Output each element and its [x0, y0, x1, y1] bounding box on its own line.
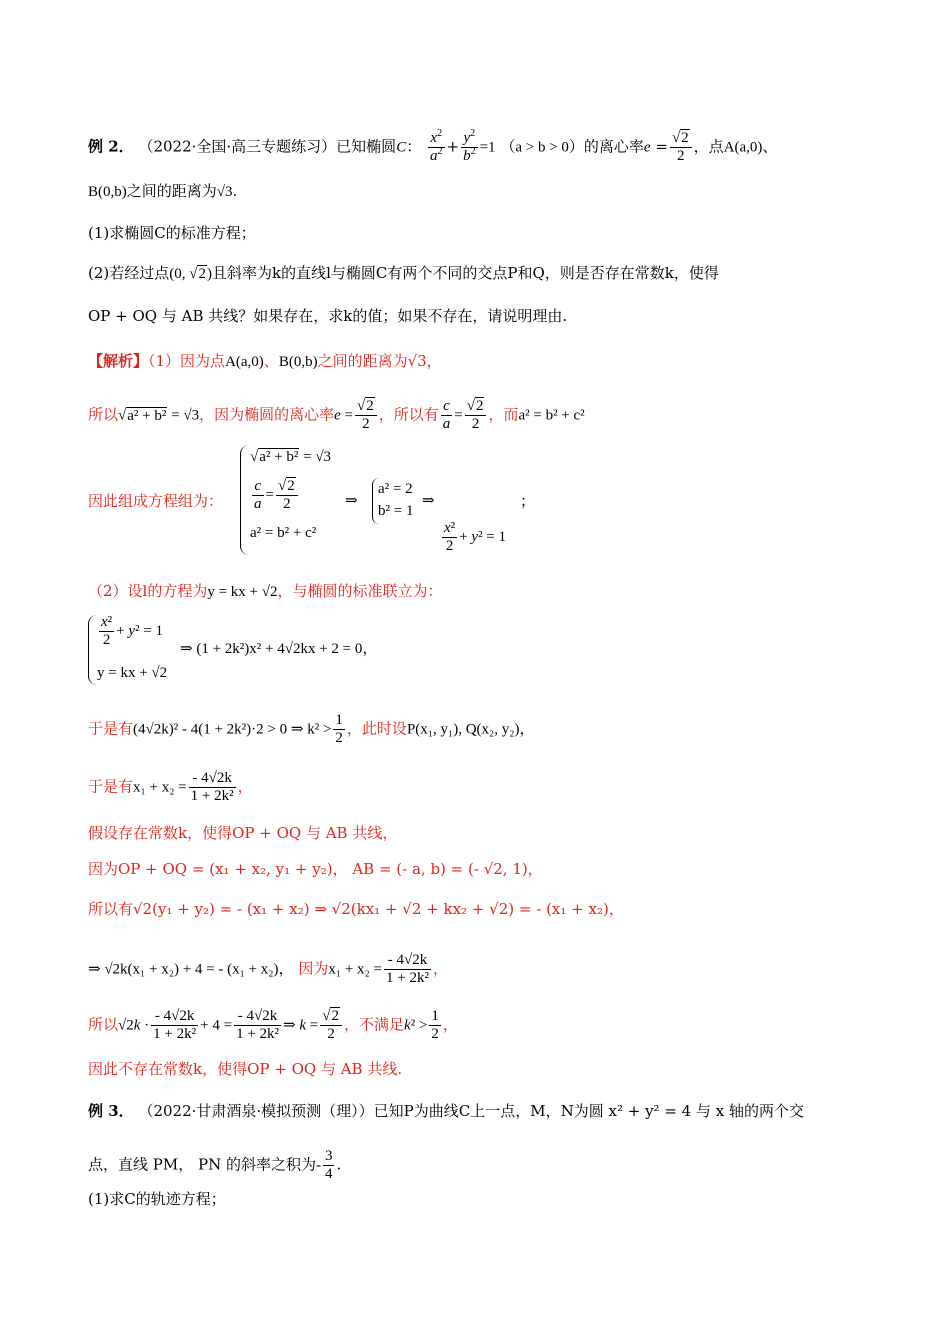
implies-2: ⇒	[422, 493, 435, 509]
ex3-text2: 点，直线 PM， PN 的斜率之积为	[88, 1155, 316, 1174]
ab-condition: （a > b > 0）	[500, 139, 584, 156]
sol-point-b: B(0,b)	[278, 354, 318, 370]
sol-point-a: A(a,0)	[225, 354, 264, 370]
dist-text: 之间的距离为	[126, 182, 217, 200]
sol-line7: 于是有x₁ + x₂ = $\frac{- 4√2k}{\text{1 + 2k²}}$ ，	[88, 770, 253, 804]
sol-l2a: 所以	[88, 405, 119, 424]
ecc-text: 的离心率	[583, 137, 644, 156]
sol-l2d: ，而	[488, 405, 519, 424]
sol-line4	[88, 580, 443, 603]
implies-1: ⇒	[345, 493, 358, 509]
sol-l12a: 所以	[88, 1015, 119, 1034]
ex3-line1	[88, 1100, 804, 1122]
q2-middle: 且斜率为k的直线l与椭圆C有两个不同的交点P和Q，则是否存在常数k，使得	[211, 264, 719, 282]
sqrt-a2b2: √a² + b² = √3	[118, 407, 200, 424]
sol-l6a: 于是有	[88, 719, 134, 738]
sol-l4c: ，与椭圆的标准联立为：	[277, 582, 443, 600]
frac-sum-2: $\frac{- 4√2k}{\text{1 + 2k²}}$	[385, 952, 429, 986]
frac-sqrt2-2-b: $\frac{√2}{2}$	[465, 398, 487, 433]
ellipse-eq: $\frac{\text{x²}}{2}$ + y² = 1	[444, 520, 507, 554]
pq-def: P(x₁, y₁), Q(x₂, y₂)，	[406, 721, 535, 738]
dist-val: √3	[216, 184, 233, 200]
sol-line13: 因此不存在常数k，使得OP + OQ 与 AB 共线.	[88, 1060, 403, 1078]
sol-line6	[88, 712, 535, 747]
sys-label: 因此组成方程组为：	[88, 492, 224, 510]
sys-row1: √a² + b² = √3	[250, 449, 332, 465]
sol-l12b: 不满足	[359, 1015, 405, 1034]
ex3-label: 例 3．	[88, 1102, 134, 1120]
frac-c-a: $\frac{c}{a}$	[442, 398, 451, 432]
sol-l1c: 之间的距离为√3，	[317, 352, 442, 370]
sol-l11b: 因为	[298, 959, 329, 978]
eq-rhs: =1	[479, 139, 496, 156]
ex2-q2-line2: OP + OQ 与 AB 共线？如果存在，求k的值；如果不存在，请说明理由.	[88, 307, 568, 325]
ex2-label: 例 2．	[88, 137, 134, 156]
ex2-q1: (1)求椭圆C的标准方程；	[88, 224, 256, 242]
frac-half: $\frac{1}{2}$	[335, 712, 343, 746]
ex3-line2: 点，直线 PM， PN 的斜率之积为- $\frac{3}{4}$ .	[88, 1148, 342, 1182]
frac-k: $\frac{√2}{2}$	[320, 1008, 342, 1043]
colon: ：	[406, 137, 422, 156]
ex2-line1: 例 2． （2022·全国·高三专题练习）已知椭圆C： $\frac{x^2}{a^2}$ + $\frac{y^2}{b^2}$ =1 （a > b > 0）的离心率e = $\frac{√2}{2}$ ，点A(a,0)、	[88, 128, 778, 164]
sol-line1	[88, 350, 442, 373]
sol-line2: 所以√a² + b² = √3，因为椭圆的离心率e = $\frac{√2}{2}$ ，所以有 $\frac{c}{a}$ = $\frac{√2}{2}$ ，而a² = b² + c²	[88, 398, 585, 432]
ex3-text: （2022·甘肃酒泉·模拟预测（理））已知P为曲线C上一点，M，N为圆 x² + y² = 4 与 x 轴的两个交	[138, 1102, 804, 1120]
line-eq: y = kx + √2	[207, 584, 278, 600]
sol-l4a: （2）设l的方程为	[88, 582, 208, 600]
frac-half-2: $\frac{1}{2}$	[431, 1008, 439, 1042]
simult-row1: $\frac{\text{x²}}{2}$ + y² = 1	[101, 614, 164, 648]
sys-res-row1: a² = 2	[378, 481, 413, 497]
sys-res-row2: b² = 1	[378, 503, 414, 519]
sol-line8: 假设存在常数k，使得OP + OQ 与 AB 共线，	[88, 824, 398, 842]
analysis-tag: 【解析】	[88, 352, 149, 370]
quadratic: ⇒ (1 + 2k²)x² + 4√2kx + 2 = 0，	[180, 641, 378, 657]
ellipse-name: C	[396, 139, 407, 156]
sol-line10: 所以有√2(y₁ + y₂) = - (x₁ + x₂) ⇒ √2(kx₁ + √2 + kx₂ + √2) = - (x₁ + x₂)，	[88, 900, 624, 918]
discriminant: (4√2k)² - 4(1 + 2k²)·2 > 0 ⇒ k² >	[133, 721, 332, 738]
point-text: ，点	[693, 137, 724, 156]
q2-start: (2)若经过点	[88, 264, 170, 282]
ex3-q1: (1)求C的轨迹方程；	[88, 1190, 226, 1208]
frac-sum-4: $\frac{- 4√2k}{\text{1 + 2k²}}$	[236, 1008, 280, 1042]
frac-sqrt2-2: $\frac{√2}{2}$	[670, 130, 692, 165]
sum-x-2: x₁ + x₂ =	[328, 961, 382, 978]
substituted: ⇒ √2k(x₁ + x₂) + 4 = - (x₁ + x₂)，	[88, 961, 294, 978]
system-brace	[240, 445, 249, 555]
sys-row3: a² = b² + c²	[250, 525, 317, 541]
sol-line12: 所以√2k · $\frac{- 4√2k}{\text{1 + 2k²}}$ + 4 = $\frac{- 4√2k}{\text{1 + 2k²}}$ ⇒ k = $\frac{√2}{2}$ ，不满足k² > $\frac{1}{2}$ ，	[88, 1008, 458, 1042]
ex2-source: （2022·全国·高三专题练习）	[138, 137, 337, 156]
sys-end: ；	[520, 492, 536, 510]
point-b: B(0,b)	[88, 184, 127, 200]
frac-3-4: $\frac{3}{4}$	[324, 1148, 333, 1182]
sol-line11: ⇒ √2k(x₁ + x₂) + 4 = - (x₁ + x₂)， 因为x₁ + x₂ = $\frac{- 4√2k}{\text{1 + 2k²}}$ ，	[88, 952, 448, 986]
sol-l1a: （1）因为点	[148, 352, 226, 370]
period: .	[232, 182, 238, 200]
frac-y2-b2: $\frac{y^2}{b^2}$	[463, 128, 476, 164]
relation-abc: a² = b² + c²	[518, 407, 585, 424]
sol-l2c: ，所以有	[378, 405, 439, 424]
sep: 、	[762, 137, 778, 156]
ex2-q2-line1	[88, 262, 719, 285]
sol-line9: 因为OP + OQ = (x₁ + x₂, y₁ + y₂)， AB = (- a, b) = (- √2, 1)，	[88, 860, 543, 878]
ex2-intro: 已知椭圆	[336, 137, 397, 156]
frac-x2-a2: $\frac{x^2}{a^2}$	[430, 128, 443, 164]
frac-sum: $\frac{- 4√2k}{\text{1 + 2k²}}$	[190, 770, 234, 804]
sol-l7a: 于是有	[88, 777, 134, 796]
frac-sum-3: $\frac{- 4√2k}{\text{1 + 2k²}}$	[153, 1008, 197, 1042]
point-a: A(a,0)	[723, 139, 763, 156]
sum-x: x₁ + x₂ =	[133, 779, 187, 796]
sol-l2b: ，因为椭圆的离心率	[199, 405, 335, 424]
sys-row2: $\frac{c}{a}$ = $\frac{√2}{2}$	[250, 478, 300, 513]
ecc-frac: $\frac{√2}{2}$	[355, 398, 377, 433]
sol-l6c: ，此时设	[346, 719, 407, 738]
simult-row2: y = kx + √2	[97, 665, 168, 681]
sol-l1b: 、	[263, 352, 279, 370]
simult-brace	[88, 615, 97, 685]
point-0-sqrt2: (0, √2)	[169, 266, 212, 282]
ex2-line2	[88, 180, 237, 203]
